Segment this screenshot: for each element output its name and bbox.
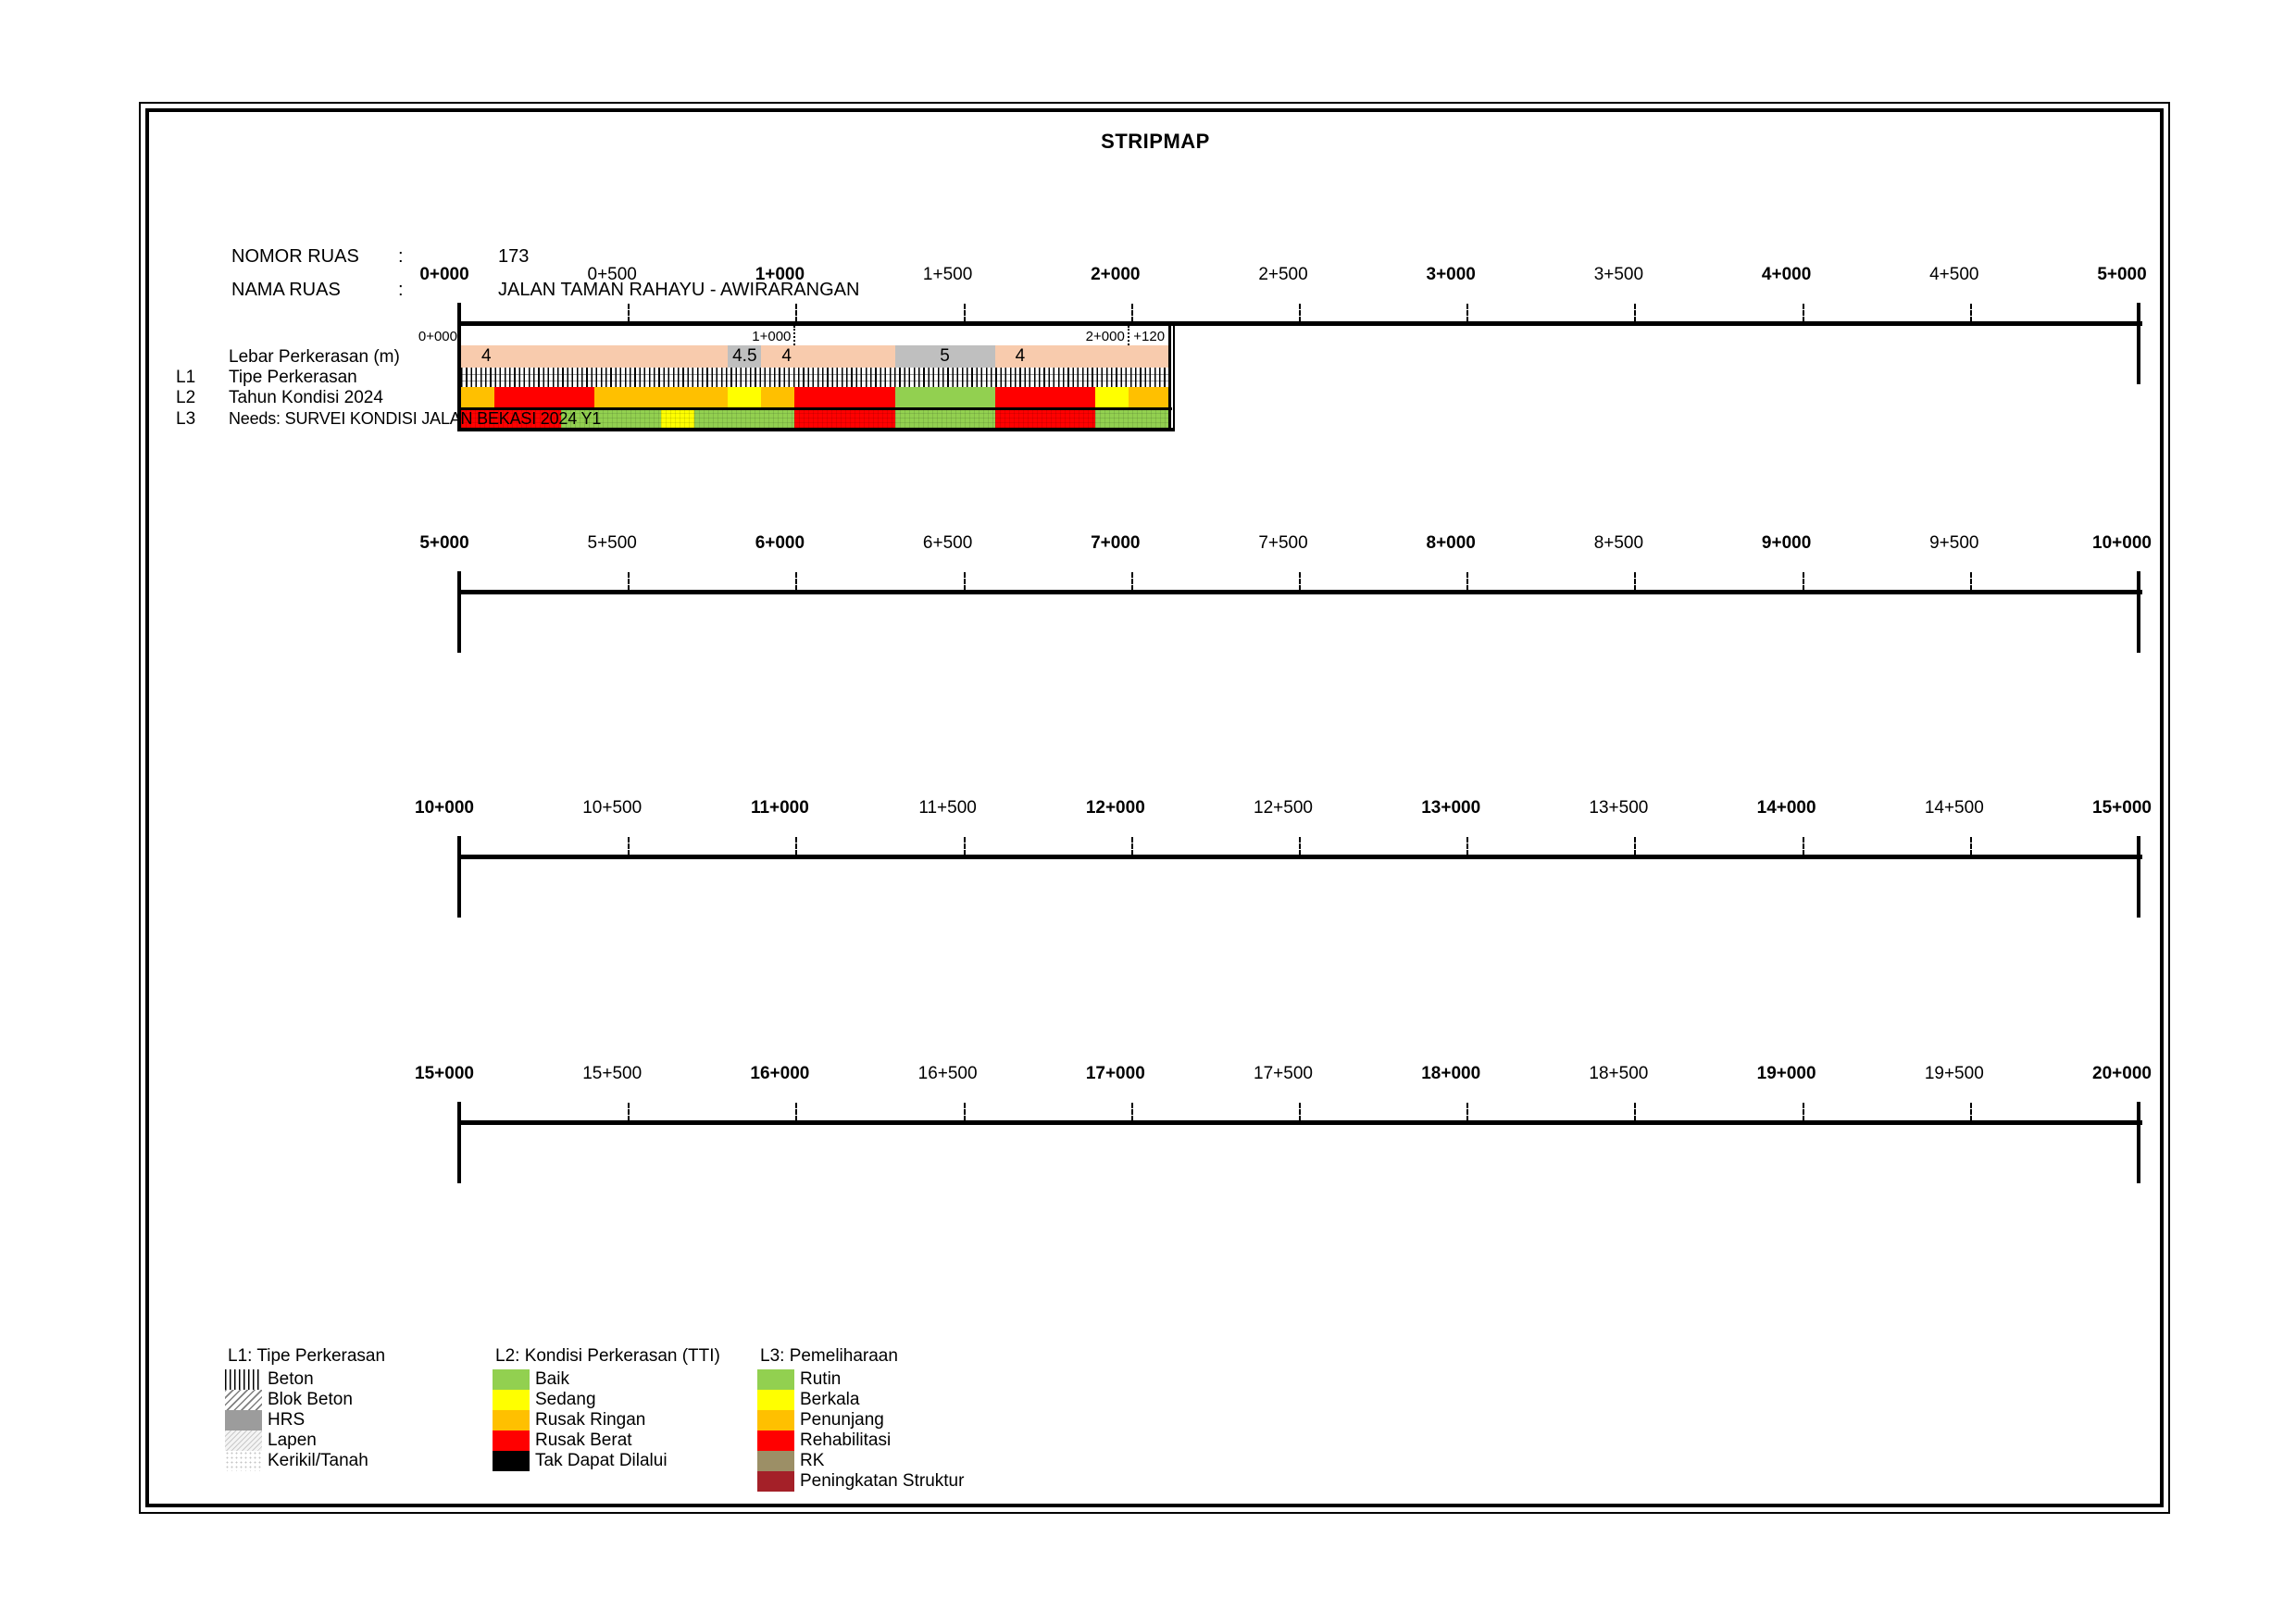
chainage-label: 7+000	[1091, 533, 1141, 553]
chainage-label: 11+500	[918, 798, 977, 818]
chainage-label: 20+000	[2092, 1064, 2152, 1083]
legend-item-label: Peningkatan Struktur	[800, 1471, 965, 1491]
legend-l1-swatch-4	[225, 1451, 262, 1471]
chainage-label: 17+500	[1254, 1064, 1313, 1083]
chainage-label: 14+000	[1756, 798, 1816, 818]
legend-l2-swatch-4	[493, 1451, 530, 1471]
ruler-tick-minor	[1803, 304, 1804, 322]
ruler-tick-minor	[1466, 572, 1468, 591]
chainage-label: 1+500	[922, 265, 973, 284]
nama-ruas-colon: :	[398, 280, 404, 300]
ruler-tick-minor	[964, 304, 966, 322]
legend-item-label: Blok Beton	[268, 1390, 353, 1409]
legend-l2-swatch-0	[493, 1369, 530, 1390]
legend-item-label: HRS	[268, 1410, 306, 1430]
chainage-label: 12+500	[1254, 798, 1313, 818]
chainage-label: 7+500	[1258, 533, 1308, 553]
chainage-label: 4+500	[1929, 265, 1979, 284]
page-title: STRIPMAP	[1101, 130, 1210, 153]
kondisi-segment-red	[794, 387, 894, 407]
chainage-label: 1+000	[755, 265, 805, 284]
nama-ruas-value: JALAN TAMAN RAHAYU - AWIRARANGAN	[498, 280, 860, 300]
ruler-tick-minor	[1970, 1103, 1972, 1121]
legend-item-label: Lapen	[268, 1430, 317, 1450]
chainage-label: 0+500	[587, 265, 637, 284]
legend-item-label: Beton	[268, 1369, 314, 1389]
ruler-tick-minor	[1299, 1103, 1301, 1121]
legend-l2-title: L2: Kondisi Perkerasan (TTI)	[495, 1346, 720, 1366]
legend-l3-title: L3: Pemeliharaan	[760, 1346, 898, 1366]
legend-l2-swatch-3	[493, 1430, 530, 1451]
ruler-tick-minor	[1803, 1103, 1804, 1121]
ruler-tick-major-start	[457, 571, 461, 653]
ruler-tick-minor	[795, 572, 797, 591]
chainage-label: 18+000	[1421, 1064, 1481, 1083]
lebar-segment	[461, 345, 728, 368]
ruler-tick-major-start	[457, 1102, 461, 1183]
ruler-tick-minor	[795, 304, 797, 322]
legend-item-label: Rusak Ringan	[535, 1410, 646, 1430]
nama-ruas-label: NAMA RUAS	[231, 280, 341, 300]
chainage-label: 5+500	[587, 533, 637, 553]
kondisi-segment-red	[494, 387, 594, 407]
legend-l3-swatch-5	[757, 1471, 794, 1492]
lebar-segment	[895, 345, 995, 368]
kondisi-segment-orange	[1129, 387, 1168, 407]
chainage-label: 13+500	[1589, 798, 1649, 818]
chainage-label: 18+500	[1589, 1064, 1649, 1083]
ruler-tick-minor	[628, 572, 630, 591]
strip-row-prefix: L2	[176, 388, 196, 407]
strip-row-label: Tahun Kondisi 2024	[229, 388, 383, 407]
chainage-label: 8+500	[1593, 533, 1644, 553]
ruler-tick-major-end	[2137, 571, 2140, 653]
chainage-label: 4+000	[1761, 265, 1812, 284]
ruler-tick-minor	[1131, 1103, 1133, 1121]
chainage-label: 14+500	[1924, 798, 1984, 818]
kondisi-segment-yellow	[1095, 387, 1129, 407]
ruler-tick-minor	[1131, 572, 1133, 591]
chainage-label: 2+000	[1091, 265, 1141, 284]
ruler-tick-minor	[1466, 1103, 1468, 1121]
chainage-label: 6+500	[922, 533, 973, 553]
ruler-tick-major-end	[2137, 303, 2140, 384]
needs-segment-green	[694, 410, 794, 428]
ruler-tick-minor	[1299, 572, 1301, 591]
ruler-tick-minor	[1634, 837, 1636, 856]
needs-segment-green	[1095, 410, 1168, 428]
chainage-label: 10+000	[2092, 533, 2152, 553]
legend-l1-title: L1: Tipe Perkerasan	[228, 1346, 386, 1366]
lebar-segment	[761, 345, 894, 368]
ruler-tick-minor	[1131, 304, 1133, 322]
ruler-tick-minor	[964, 1103, 966, 1121]
lebar-value: 4	[1015, 346, 1026, 366]
legend-item-label: Penunjang	[800, 1410, 884, 1430]
needs-segment-red	[794, 410, 894, 428]
chainage-label: 12+000	[1085, 798, 1145, 818]
ruler-tick-major-end	[2137, 1102, 2140, 1183]
tipe-segment-beton	[461, 368, 1168, 387]
legend-l3-swatch-3	[757, 1430, 794, 1451]
chainage-label: 0+000	[419, 265, 469, 284]
chainage-label: 8+000	[1426, 533, 1476, 553]
ruler-tick-minor	[1634, 1103, 1636, 1121]
ruler-tick-minor	[1970, 304, 1972, 322]
legend-l3-swatch-1	[757, 1390, 794, 1410]
strip-chainage-label: 1+000	[752, 329, 792, 344]
ruler-tick-minor	[1466, 304, 1468, 322]
legend-item-label: Baik	[535, 1369, 569, 1389]
chainage-label: 10+500	[582, 798, 643, 818]
strip-chainage-label: 2+000	[1085, 329, 1125, 344]
ruler-tick-minor	[1803, 837, 1804, 856]
ruler-tick-minor	[964, 837, 966, 856]
strip-chainage-dotted-line	[793, 326, 795, 345]
chainage-label: 16+000	[750, 1064, 810, 1083]
legend-l1-swatch-1	[225, 1390, 262, 1410]
chainage-label: 15+500	[582, 1064, 643, 1083]
legend-l3-swatch-0	[757, 1369, 794, 1390]
kondisi-segment-red	[995, 387, 1095, 407]
lebar-value: 4	[481, 346, 492, 366]
ruler-tick-minor	[1634, 304, 1636, 322]
ruler-tick-minor	[628, 1103, 630, 1121]
legend-l2-swatch-1	[493, 1390, 530, 1410]
needs-segment-red	[995, 410, 1095, 428]
legend-l3-swatch-2	[757, 1410, 794, 1430]
nomor-ruas-value: 173	[498, 246, 530, 267]
ruler-tick-minor	[1466, 837, 1468, 856]
chainage-label: 3+500	[1593, 265, 1644, 284]
nomor-ruas-label: NOMOR RUAS	[231, 246, 359, 267]
kondisi-segment-yellow	[728, 387, 761, 407]
ruler-tick-major-start	[457, 836, 461, 918]
chainage-label: 10+000	[415, 798, 474, 818]
ruler-tick-minor	[1299, 837, 1301, 856]
ruler-tick-minor	[964, 572, 966, 591]
lebar-value: 5	[940, 346, 950, 366]
legend-item-label: Sedang	[535, 1390, 596, 1409]
chainage-label: 9+500	[1929, 533, 1979, 553]
chainage-label: 15+000	[415, 1064, 474, 1083]
chainage-label: 13+000	[1421, 798, 1481, 818]
ruler-tick-minor	[628, 304, 630, 322]
chainage-label: 9+000	[1761, 533, 1812, 553]
ruler-tick-minor	[1131, 837, 1133, 856]
chainage-label: 17+000	[1085, 1064, 1145, 1083]
chainage-label: 3+000	[1426, 265, 1476, 284]
strip-row-label: Lebar Perkerasan (m)	[229, 347, 400, 367]
strip-chainage-label: 0+000	[418, 329, 457, 344]
legend-item-label: Berkala	[800, 1390, 860, 1409]
strip-chainage-label: +120	[1133, 329, 1166, 344]
kondisi-segment-orange	[761, 387, 794, 407]
chainage-label: 19+000	[1756, 1064, 1816, 1083]
chainage-label: 6+000	[755, 533, 805, 553]
strip-row-prefix: L3	[176, 409, 196, 429]
legend-item-label: Rusak Berat	[535, 1430, 632, 1450]
ruler-tick-minor	[1803, 572, 1804, 591]
needs-segment-yellow	[661, 410, 694, 428]
legend-l1-swatch-2	[225, 1410, 262, 1430]
ruler-tick-minor	[1970, 572, 1972, 591]
lebar-value: 4.5	[732, 346, 757, 366]
legend-l1-swatch-0	[225, 1369, 262, 1390]
lebar-value: 4	[781, 346, 792, 366]
chainage-label: 16+500	[917, 1064, 978, 1083]
legend-l3-swatch-4	[757, 1451, 794, 1471]
ruler-tick-major-end	[2137, 836, 2140, 918]
strip-row-label: Tipe Perkerasan	[229, 368, 357, 387]
needs-segment-green	[895, 410, 995, 428]
legend-l1-swatch-3	[225, 1430, 262, 1451]
lebar-segment	[995, 345, 1168, 368]
strip-border-bottom	[457, 428, 1175, 431]
legend-item-label: Rutin	[800, 1369, 842, 1389]
legend-l2-swatch-2	[493, 1410, 530, 1430]
ruler-tick-minor	[628, 837, 630, 856]
ruler-tick-minor	[795, 1103, 797, 1121]
kondisi-segment-orange	[594, 387, 728, 407]
ruler-tick-minor	[795, 837, 797, 856]
legend-item-label: Kerikil/Tanah	[268, 1451, 368, 1470]
chainage-label: 11+000	[750, 798, 809, 818]
strip-border-right-outer	[1173, 326, 1175, 431]
legend-item-label: Rehabilitasi	[800, 1430, 892, 1450]
strip-row-label: Needs: SURVEI KONDISI JALAN BEKASI 2024 Y1	[229, 409, 602, 428]
chainage-label: 5+000	[2097, 265, 2147, 284]
legend-item-label: Tak Dapat Dilalui	[535, 1451, 668, 1470]
kondisi-segment-orange	[461, 387, 494, 407]
ruler-tick-minor	[1299, 304, 1301, 322]
strip-border-right-inner	[1168, 326, 1171, 431]
nomor-ruas-colon: :	[398, 246, 404, 267]
ruler-tick-minor	[1634, 572, 1636, 591]
chainage-label: 2+500	[1258, 265, 1308, 284]
ruler-tick-minor	[1970, 837, 1972, 856]
kondisi-segment-green	[895, 387, 995, 407]
legend-item-label: RK	[800, 1451, 825, 1470]
chainage-label: 15+000	[2092, 798, 2152, 818]
chainage-label: 5+000	[419, 533, 469, 553]
strip-row-prefix: L1	[176, 368, 196, 387]
lebar-segment	[728, 345, 761, 368]
chainage-label: 19+500	[1924, 1064, 1984, 1083]
